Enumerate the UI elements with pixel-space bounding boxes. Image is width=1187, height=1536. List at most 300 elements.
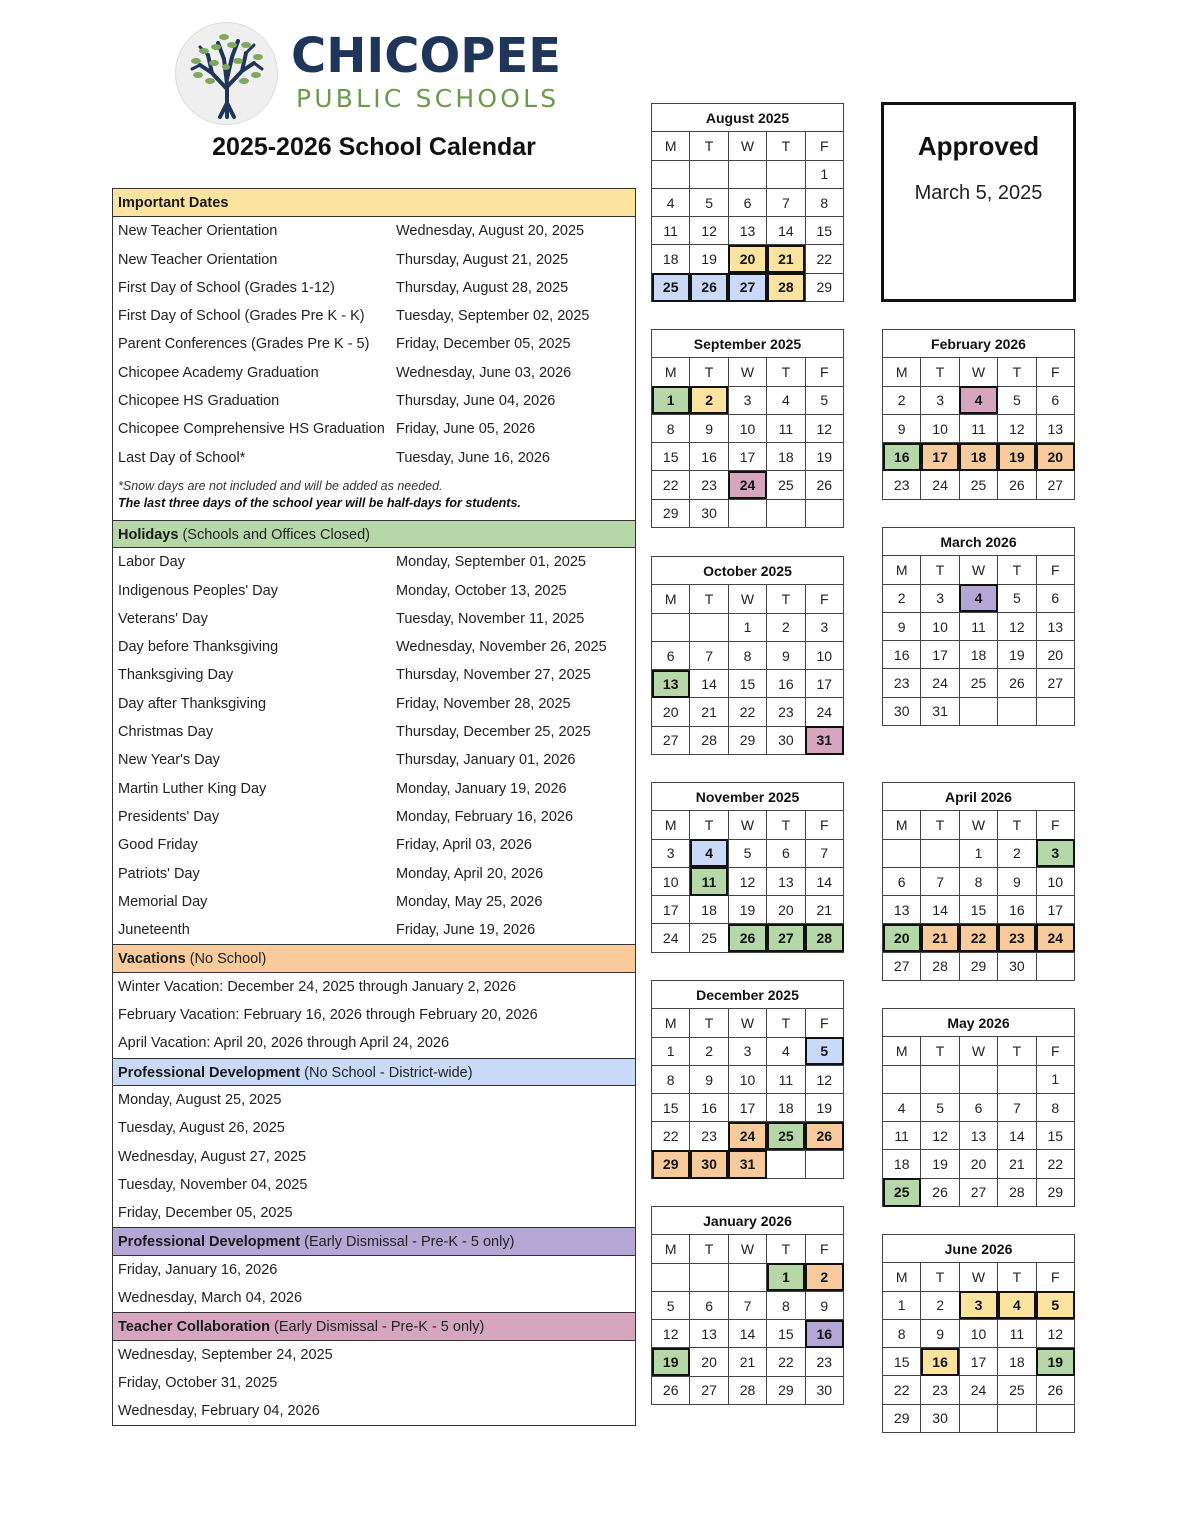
week-row bbox=[883, 1319, 1075, 1347]
date-row bbox=[113, 746, 635, 774]
date-row bbox=[113, 888, 635, 916]
day-cell: 18 bbox=[767, 443, 805, 471]
weekday-header: W bbox=[728, 585, 766, 613]
day-cell: 17 bbox=[728, 1094, 766, 1122]
event-name: First Day of School (Grades Pre K - K) bbox=[118, 308, 365, 325]
weekday-header: W bbox=[728, 811, 766, 839]
day-cell: 27 bbox=[1036, 471, 1074, 499]
empty-day-cell bbox=[652, 160, 690, 188]
section-subtitle: (Early Dismissal - Pre-K - 5 only) bbox=[300, 1234, 515, 1251]
date-row: Wednesday, March 04, 2026 bbox=[118, 1289, 303, 1306]
day-cell: 21 bbox=[690, 698, 728, 726]
weekday-row bbox=[883, 556, 1075, 584]
week-row bbox=[652, 1094, 844, 1122]
week-row bbox=[883, 1093, 1075, 1121]
day-cell: 9 bbox=[921, 1319, 959, 1347]
event-name: Christmas Day bbox=[118, 724, 214, 741]
weekday-header: T bbox=[767, 1235, 805, 1263]
day-cell: 7 bbox=[690, 641, 728, 669]
day-cell-pd: 26 bbox=[690, 273, 728, 301]
week-row bbox=[652, 698, 844, 726]
day-cell: 13 bbox=[728, 217, 766, 245]
day-cell: 9 bbox=[883, 414, 921, 442]
district-logo bbox=[175, 22, 565, 126]
date-row bbox=[113, 359, 635, 387]
day-cell: 22 bbox=[883, 1376, 921, 1404]
empty-day-cell bbox=[690, 160, 728, 188]
day-cell: 8 bbox=[883, 1319, 921, 1347]
day-cell: 2 bbox=[883, 386, 921, 414]
week-row bbox=[652, 641, 844, 669]
day-cell: 19 bbox=[728, 896, 766, 924]
day-cell: 23 bbox=[883, 471, 921, 499]
day-cell: 4 bbox=[883, 1093, 921, 1121]
weekday-header: T bbox=[690, 811, 728, 839]
date-row: February Vacation: February 16, 2026 through February 20, 2026 bbox=[118, 1007, 538, 1024]
section-header-collab bbox=[113, 1312, 635, 1340]
day-cell: 13 bbox=[1036, 414, 1074, 442]
weekday-header: W bbox=[959, 358, 997, 386]
day-cell-vacation: 2 bbox=[805, 1263, 843, 1291]
month-title: May 2026 bbox=[883, 1009, 1075, 1037]
week-row bbox=[652, 1348, 844, 1376]
month-calendar-aug bbox=[651, 103, 844, 302]
day-cell: 10 bbox=[805, 641, 843, 669]
empty-day-cell bbox=[921, 1065, 959, 1093]
section-title: Vacations bbox=[118, 951, 186, 968]
day-cell: 26 bbox=[1036, 1376, 1074, 1404]
event-date: Friday, June 19, 2026 bbox=[396, 922, 536, 939]
date-row bbox=[113, 831, 635, 859]
dates-table bbox=[112, 188, 636, 1426]
event-name: New Teacher Orientation bbox=[118, 251, 278, 268]
section-title: Important Dates bbox=[118, 195, 229, 211]
weekday-header: F bbox=[805, 1009, 843, 1037]
day-cell: 11 bbox=[767, 1065, 805, 1093]
day-cell: 19 bbox=[805, 443, 843, 471]
day-cell-vacation: 19 bbox=[998, 443, 1036, 471]
day-cell: 14 bbox=[690, 670, 728, 698]
empty-day-cell bbox=[959, 697, 997, 725]
week-row bbox=[883, 584, 1075, 612]
day-cell: 12 bbox=[998, 612, 1036, 640]
day-cell: 15 bbox=[883, 1348, 921, 1376]
day-cell: 15 bbox=[767, 1320, 805, 1348]
month-header-row bbox=[652, 1207, 844, 1235]
month-title: November 2025 bbox=[652, 783, 844, 811]
week-row bbox=[883, 641, 1075, 669]
month-calendar-sep bbox=[651, 329, 844, 528]
day-cell: 18 bbox=[652, 245, 690, 273]
event-name: Martin Luther King Day bbox=[118, 780, 267, 797]
weekday-header: T bbox=[921, 358, 959, 386]
day-cell: 6 bbox=[1036, 584, 1074, 612]
day-cell: 23 bbox=[767, 698, 805, 726]
day-cell: 17 bbox=[921, 641, 959, 669]
week-row bbox=[883, 443, 1075, 471]
weekday-header: M bbox=[652, 1235, 690, 1263]
weekday-header: T bbox=[690, 1009, 728, 1037]
day-cell: 29 bbox=[652, 499, 690, 527]
week-row bbox=[652, 188, 844, 216]
week-row bbox=[652, 1376, 844, 1404]
empty-day-cell bbox=[998, 1065, 1036, 1093]
day-cell: 7 bbox=[998, 1093, 1036, 1121]
day-cell-vacation: 30 bbox=[690, 1150, 728, 1178]
snow-days-note: *Snow days are not included and will be added as needed. bbox=[118, 478, 443, 493]
day-cell: 2 bbox=[767, 613, 805, 641]
weekday-header: W bbox=[728, 132, 766, 160]
week-row bbox=[883, 1065, 1075, 1093]
date-row bbox=[113, 803, 635, 831]
day-cell: 28 bbox=[998, 1178, 1036, 1206]
date-row: Tuesday, November 04, 2025 bbox=[118, 1176, 308, 1193]
day-cell-vacation: 24 bbox=[1036, 924, 1074, 952]
event-date: Thursday, August 21, 2025 bbox=[396, 251, 569, 268]
day-cell: 14 bbox=[728, 1320, 766, 1348]
empty-day-cell bbox=[921, 839, 959, 867]
event-name: First Day of School (Grades 1-12) bbox=[118, 279, 335, 296]
day-cell: 1 bbox=[959, 839, 997, 867]
day-cell-important: 20 bbox=[728, 245, 766, 273]
day-cell: 13 bbox=[959, 1122, 997, 1150]
day-cell: 29 bbox=[959, 952, 997, 980]
week-row bbox=[883, 896, 1075, 924]
day-cell-holiday: 16 bbox=[883, 443, 921, 471]
weekday-row bbox=[652, 811, 844, 839]
week-row bbox=[652, 1065, 844, 1093]
day-cell: 13 bbox=[690, 1320, 728, 1348]
day-cell-holiday: 28 bbox=[805, 924, 843, 952]
weekday-row bbox=[652, 358, 844, 386]
day-cell: 16 bbox=[883, 641, 921, 669]
day-cell: 19 bbox=[805, 1094, 843, 1122]
date-row bbox=[113, 217, 635, 245]
day-cell: 13 bbox=[883, 896, 921, 924]
weekday-header: W bbox=[959, 556, 997, 584]
week-row bbox=[652, 924, 844, 952]
tree-logo-icon bbox=[175, 22, 278, 125]
day-cell-pd: 5 bbox=[805, 1037, 843, 1065]
weekday-header: M bbox=[652, 811, 690, 839]
event-name: Memorial Day bbox=[118, 893, 208, 910]
day-cell: 27 bbox=[1036, 669, 1074, 697]
event-name: Juneteenth bbox=[118, 922, 190, 939]
day-cell: 6 bbox=[959, 1093, 997, 1121]
date-row bbox=[113, 302, 635, 330]
day-cell: 20 bbox=[767, 896, 805, 924]
weekday-header: M bbox=[883, 1037, 921, 1065]
empty-day-cell bbox=[652, 613, 690, 641]
day-cell: 6 bbox=[883, 867, 921, 895]
event-date: Monday, May 25, 2026 bbox=[396, 893, 543, 910]
day-cell: 6 bbox=[728, 188, 766, 216]
empty-day-cell bbox=[728, 499, 766, 527]
weekday-header: M bbox=[652, 358, 690, 386]
day-cell-pd-early: 16 bbox=[805, 1320, 843, 1348]
day-cell: 26 bbox=[921, 1178, 959, 1206]
section-subtitle: (No School - District-wide) bbox=[300, 1064, 473, 1081]
day-cell: 16 bbox=[690, 443, 728, 471]
day-cell: 10 bbox=[728, 414, 766, 442]
event-date: Friday, November 28, 2025 bbox=[396, 695, 571, 712]
day-cell-vacation: 20 bbox=[1036, 443, 1074, 471]
week-row bbox=[883, 471, 1075, 499]
event-name: Chicopee HS Graduation bbox=[118, 393, 280, 410]
day-cell: 12 bbox=[998, 414, 1036, 442]
week-row bbox=[883, 1376, 1075, 1404]
date-row: April Vacation: April 20, 2026 through April 24, 2026 bbox=[118, 1035, 450, 1052]
day-cell: 18 bbox=[883, 1150, 921, 1178]
month-title: August 2025 bbox=[652, 104, 844, 132]
week-row bbox=[652, 867, 844, 895]
event-date: Wednesday, June 03, 2026 bbox=[396, 364, 572, 381]
event-date: Monday, April 20, 2026 bbox=[396, 865, 544, 882]
day-cell-collab: 24 bbox=[728, 471, 766, 499]
day-cell-holiday: 27 bbox=[767, 924, 805, 952]
event-date: Wednesday, November 26, 2025 bbox=[396, 639, 607, 656]
day-cell: 23 bbox=[805, 1348, 843, 1376]
day-cell-vacation: 21 bbox=[921, 924, 959, 952]
day-cell: 17 bbox=[1036, 896, 1074, 924]
day-cell: 29 bbox=[1036, 1178, 1074, 1206]
day-cell: 23 bbox=[921, 1376, 959, 1404]
event-date: Monday, September 01, 2025 bbox=[396, 554, 586, 571]
event-name: Patriots' Day bbox=[118, 865, 200, 882]
day-cell: 20 bbox=[690, 1348, 728, 1376]
day-cell: 2 bbox=[998, 839, 1036, 867]
date-row bbox=[113, 775, 635, 803]
day-cell: 3 bbox=[728, 1037, 766, 1065]
date-row bbox=[113, 718, 635, 746]
weekday-header: T bbox=[998, 811, 1036, 839]
day-cell-collab: 31 bbox=[805, 726, 843, 754]
day-cell: 5 bbox=[805, 386, 843, 414]
day-cell-vacation: 24 bbox=[728, 1122, 766, 1150]
date-row bbox=[113, 916, 635, 944]
day-cell: 17 bbox=[805, 670, 843, 698]
section-header-vacations bbox=[113, 944, 635, 972]
day-cell: 7 bbox=[805, 839, 843, 867]
month-header-row bbox=[652, 104, 844, 132]
month-calendar-jan bbox=[651, 1206, 844, 1405]
date-row bbox=[113, 330, 635, 358]
weekday-row bbox=[652, 1235, 844, 1263]
day-cell: 29 bbox=[728, 726, 766, 754]
week-row bbox=[652, 160, 844, 188]
day-cell: 19 bbox=[921, 1150, 959, 1178]
day-cell: 5 bbox=[690, 188, 728, 216]
weekday-header: T bbox=[767, 132, 805, 160]
weekday-header: W bbox=[959, 1037, 997, 1065]
weekday-header: M bbox=[652, 585, 690, 613]
week-row bbox=[883, 839, 1075, 867]
weekday-row bbox=[883, 1263, 1075, 1291]
day-cell: 29 bbox=[767, 1376, 805, 1404]
week-row bbox=[652, 386, 844, 414]
page-title: 2025-2026 School Calendar bbox=[212, 133, 536, 161]
date-row: Winter Vacation: December 24, 2025 through January 2, 2026 bbox=[118, 978, 516, 995]
weekday-header: T bbox=[690, 132, 728, 160]
weekday-header: F bbox=[1036, 1037, 1074, 1065]
weekday-header: T bbox=[998, 556, 1036, 584]
month-title: April 2026 bbox=[883, 783, 1075, 811]
date-row bbox=[113, 444, 635, 472]
date-row bbox=[113, 690, 635, 718]
day-cell-important: 28 bbox=[767, 273, 805, 301]
half-days-note: The last three days of the school year will be half-days for students. bbox=[118, 495, 521, 510]
day-cell: 22 bbox=[767, 1348, 805, 1376]
empty-day-cell bbox=[690, 613, 728, 641]
day-cell: 25 bbox=[767, 471, 805, 499]
day-cell: 24 bbox=[921, 471, 959, 499]
day-cell: 10 bbox=[921, 414, 959, 442]
day-cell: 24 bbox=[805, 698, 843, 726]
date-row: Friday, January 16, 2026 bbox=[118, 1261, 278, 1278]
empty-day-cell bbox=[805, 1150, 843, 1178]
weekday-header: F bbox=[805, 811, 843, 839]
day-cell: 5 bbox=[728, 839, 766, 867]
day-cell: 7 bbox=[767, 188, 805, 216]
day-cell: 11 bbox=[959, 612, 997, 640]
day-cell: 25 bbox=[959, 669, 997, 697]
day-cell-holiday: 1 bbox=[652, 386, 690, 414]
day-cell-pd: 27 bbox=[728, 273, 766, 301]
day-cell: 23 bbox=[690, 471, 728, 499]
week-row bbox=[652, 1037, 844, 1065]
empty-day-cell bbox=[652, 1263, 690, 1291]
weekday-header: T bbox=[767, 1009, 805, 1037]
event-date: Friday, December 05, 2025 bbox=[396, 336, 571, 353]
date-row bbox=[113, 246, 635, 274]
weekday-header: F bbox=[805, 132, 843, 160]
day-cell-important: 5 bbox=[1036, 1291, 1074, 1319]
section-title: Holidays bbox=[118, 526, 179, 543]
weekday-header: M bbox=[883, 556, 921, 584]
date-row bbox=[113, 387, 635, 415]
day-cell: 17 bbox=[652, 896, 690, 924]
weekday-header: M bbox=[883, 358, 921, 386]
day-cell: 4 bbox=[767, 386, 805, 414]
weekday-header: W bbox=[728, 1009, 766, 1037]
day-cell: 19 bbox=[690, 245, 728, 273]
day-cell: 9 bbox=[805, 1291, 843, 1319]
event-name: Day before Thanksgiving bbox=[118, 639, 279, 656]
week-row bbox=[652, 245, 844, 273]
day-cell: 9 bbox=[883, 612, 921, 640]
day-cell: 27 bbox=[959, 1178, 997, 1206]
day-cell: 27 bbox=[652, 726, 690, 754]
month-header-row bbox=[652, 330, 844, 358]
day-cell-vacation: 23 bbox=[998, 924, 1036, 952]
event-date: Friday, June 05, 2026 bbox=[396, 421, 536, 438]
week-row bbox=[883, 386, 1075, 414]
day-cell-holiday: 13 bbox=[652, 670, 690, 698]
day-cell: 8 bbox=[728, 641, 766, 669]
day-cell: 29 bbox=[805, 273, 843, 301]
day-cell: 15 bbox=[728, 670, 766, 698]
day-cell: 10 bbox=[652, 867, 690, 895]
date-row bbox=[113, 860, 635, 888]
weekday-header: M bbox=[652, 132, 690, 160]
week-row bbox=[883, 867, 1075, 895]
month-calendar-oct bbox=[651, 556, 844, 755]
empty-day-cell bbox=[998, 1404, 1036, 1432]
day-cell: 23 bbox=[690, 1122, 728, 1150]
week-row bbox=[883, 669, 1075, 697]
day-cell-pd-early: 4 bbox=[959, 584, 997, 612]
month-title: June 2026 bbox=[883, 1235, 1075, 1263]
day-cell: 24 bbox=[959, 1376, 997, 1404]
day-cell: 17 bbox=[728, 443, 766, 471]
month-header-row bbox=[652, 783, 844, 811]
date-row: Monday, August 25, 2025 bbox=[118, 1091, 282, 1108]
day-cell: 10 bbox=[1036, 867, 1074, 895]
day-cell: 3 bbox=[921, 386, 959, 414]
weekday-header: T bbox=[921, 1037, 959, 1065]
day-cell: 30 bbox=[690, 499, 728, 527]
event-name: Chicopee Academy Graduation bbox=[118, 364, 319, 381]
day-cell: 14 bbox=[805, 867, 843, 895]
date-row bbox=[113, 274, 635, 302]
day-cell: 6 bbox=[1036, 386, 1074, 414]
empty-day-cell bbox=[998, 697, 1036, 725]
weekday-header: T bbox=[921, 1263, 959, 1291]
day-cell: 26 bbox=[652, 1376, 690, 1404]
event-name: Chicopee Comprehensive HS Graduation bbox=[118, 421, 385, 438]
day-cell: 21 bbox=[998, 1150, 1036, 1178]
day-cell: 11 bbox=[652, 217, 690, 245]
day-cell: 14 bbox=[921, 896, 959, 924]
day-cell-holiday: 19 bbox=[1036, 1348, 1074, 1376]
day-cell: 29 bbox=[883, 1404, 921, 1432]
month-title: October 2025 bbox=[652, 557, 844, 585]
day-cell: 14 bbox=[767, 217, 805, 245]
date-row bbox=[113, 577, 635, 605]
event-date: Wednesday, August 20, 2025 bbox=[396, 223, 585, 240]
day-cell: 12 bbox=[1036, 1319, 1074, 1347]
day-cell: 15 bbox=[1036, 1122, 1074, 1150]
week-row bbox=[652, 217, 844, 245]
weekday-header: T bbox=[767, 811, 805, 839]
date-row bbox=[113, 661, 635, 689]
day-cell-holiday: 25 bbox=[883, 1178, 921, 1206]
notes bbox=[113, 472, 635, 520]
event-date: Monday, February 16, 2026 bbox=[396, 808, 574, 825]
day-cell: 26 bbox=[805, 471, 843, 499]
day-cell-important: 3 bbox=[959, 1291, 997, 1319]
day-cell: 18 bbox=[998, 1348, 1036, 1376]
week-row bbox=[652, 896, 844, 924]
week-row bbox=[652, 414, 844, 442]
weekday-header: T bbox=[767, 585, 805, 613]
day-cell: 2 bbox=[883, 584, 921, 612]
weekday-header: T bbox=[998, 1037, 1036, 1065]
week-row bbox=[883, 1404, 1075, 1432]
week-row bbox=[883, 924, 1075, 952]
weekday-row bbox=[652, 132, 844, 160]
approved-label: Approved bbox=[917, 131, 1040, 161]
week-row bbox=[652, 1291, 844, 1319]
date-row: Tuesday, August 26, 2025 bbox=[118, 1120, 285, 1137]
event-name: Indigenous Peoples' Day bbox=[118, 582, 278, 599]
month-title: September 2025 bbox=[652, 330, 844, 358]
week-row bbox=[652, 670, 844, 698]
day-cell: 1 bbox=[1036, 1065, 1074, 1093]
month-title: February 2026 bbox=[883, 330, 1075, 358]
date-row: Friday, December 05, 2025 bbox=[118, 1205, 293, 1222]
section-subtitle: (No School) bbox=[185, 951, 267, 968]
